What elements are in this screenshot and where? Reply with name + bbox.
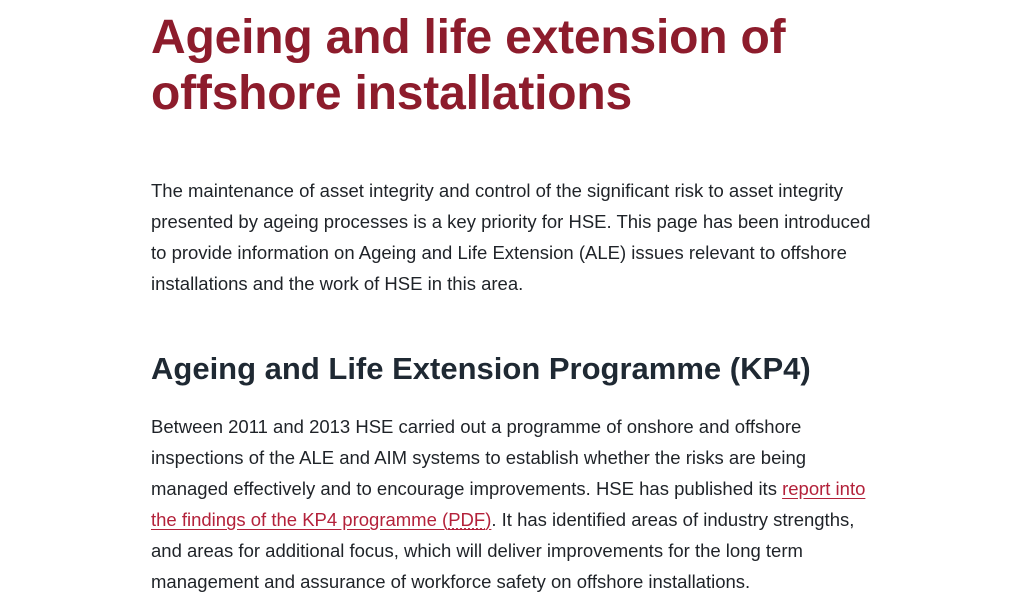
section-text-before-link: Between 2011 and 2013 HSE carried out a programme of onshore and offshore inspections of the ALE and AIM systems to establish whether the risks are being managed effectively and to encourage improvements. HSE has published its: [151, 416, 807, 499]
section-text-after-link: . It has identified areas of industry strengths, and areas for additional focus, which will deliver improvements for the long term management and assurance of workforce safety on offshore installations.: [151, 509, 855, 592]
page-title-line-1: Ageing and life extension of: [151, 11, 786, 64]
kp4-report-link-text: report into the findings of the KP4 programme: [151, 478, 866, 530]
page-title: [151, 0, 871, 122]
pdf-abbreviation: PDF: [448, 509, 486, 530]
section-heading: Ageing and Life Extension Programme (KP4): [151, 351, 811, 386]
main-content: [151, 0, 871, 597]
page-title-line-2: offshore installations: [151, 67, 632, 120]
intro-paragraph: The maintenance of asset integrity and control of the significant risk to asset integrity presented by ageing processes is a key priority for HSE. This page has been introduced to provide information on Ageing and Life Extension (ALE) issues relevant to offshore installations and the work of HSE in this area.: [151, 180, 871, 294]
kp4-report-link-close-paren: ): [485, 509, 492, 530]
section-paragraph: [151, 411, 871, 597]
kp4-report-link-open-paren: (: [442, 509, 449, 530]
